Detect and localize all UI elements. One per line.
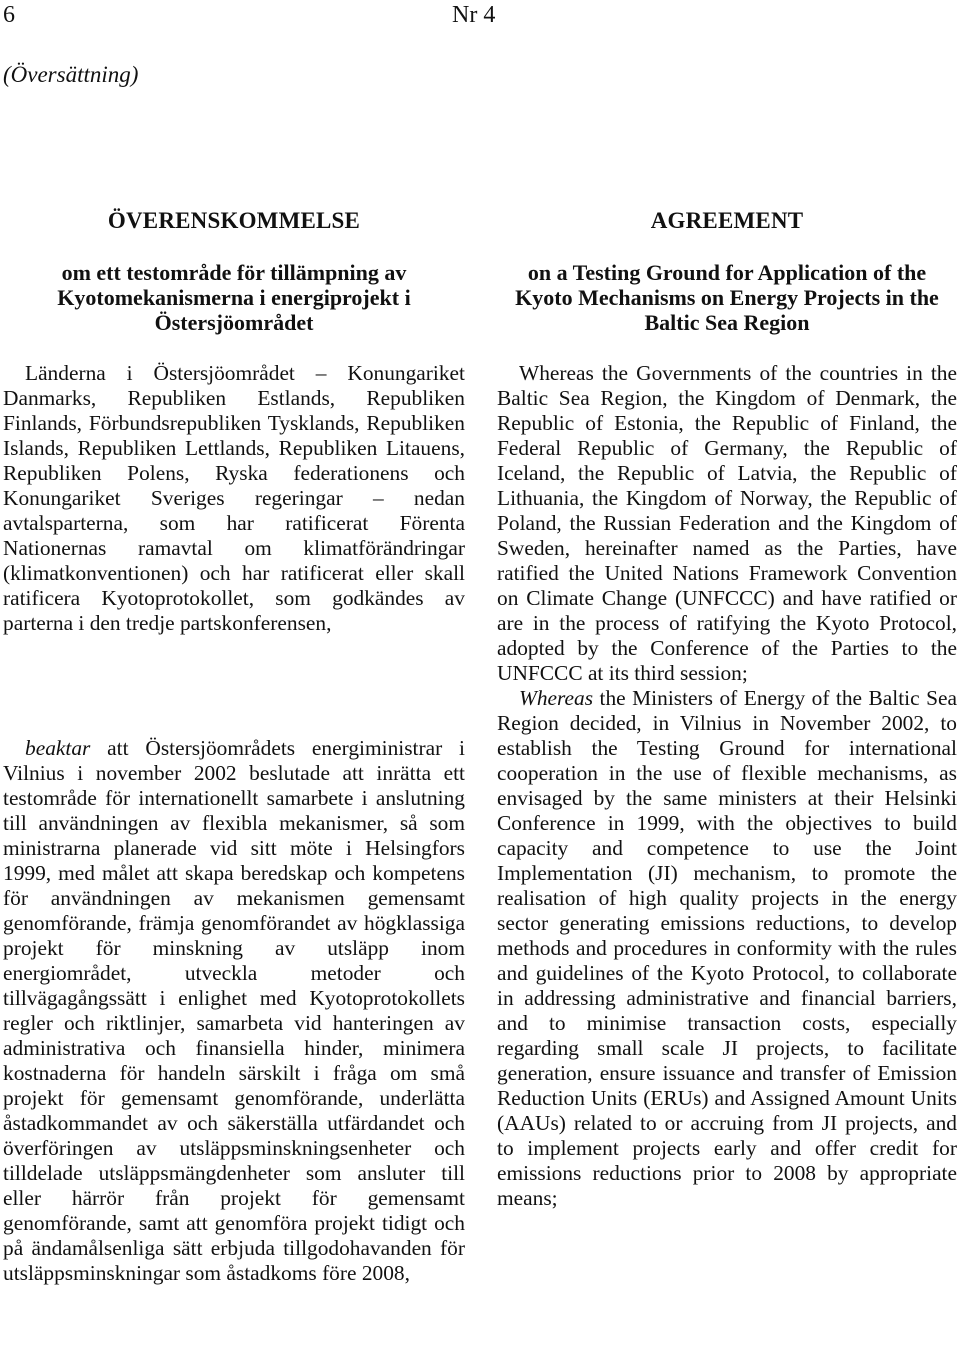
english-subtitle: on a Testing Ground for Application of the Kyoto Mechanisms on Energy Projects in the Baltic Sea Region: [515, 260, 939, 335]
english-column: [497, 208, 957, 1211]
swedish-title: ÖVERENSKOMMELSE: [107, 208, 361, 233]
english-recital-body: the Ministers of Energy of the Baltic Sea Region decided, in Vilnius in November 2002, to establish the Testing Ground for international cooperation in the use of flexible mechanisms, as envisaged by the same ministers at their Helsinki Conference in 1999, with the objectives to build capacity and competence to use the Joint Implementation (JI) mechanism, to promote the realisation of high quality projects in the energy sector generating emissions reductions, to develop methods and procedures in conformity with the rules and guidelines of the Kyoto Protocol, to collaborate in addressing administrative and financial barriers, and to minimise transaction costs, especially regarding small scale JI projects, to facilitate generation, ensure issuance and transfer of Emission Reduction Units (ERUs) and Assigned Amount Units (AAUs) related to or accruing from JI projects, and to implement projects early and offer credit for emissions reductions prior to 2008 by appropriate means;: [497, 686, 957, 1210]
translation-note: (Översättning): [3, 62, 139, 87]
english-recital: [497, 686, 957, 1211]
swedish-subtitle: om ett testområde för tillämpning av Kyotomekanismerna i energiprojekt i Östersjöområdet: [57, 260, 411, 335]
issue-number: Nr 4: [452, 2, 496, 28]
swedish-preamble: Länderna i Östersjöområdet – Konungariket Danmarks, Republiken Estlands, Republiken Finlands, Förbundsrepubliken Tysklands, Republiken Islands, Republiken Lettlands, Republiken Litauens, Republiken Polens, Ryska federationens och Konungariket Sveriges regeringar – nedan avtalsparterna, som har ratificerat Förenta Nationernas ramavtal om klimatförändringar (klimatkonventionen) och har ratificerat eller skall ratificera Kyotoprotokollet, som godkändes av parterna i den tredje partskonferensen,: [3, 361, 465, 635]
paragraph-gap: [3, 636, 465, 736]
swedish-recital-body: att Östersjöområdets energiministrar i Vilnius i november 2002 beslutade att inrätta ett testområde för internationellt samarbete i anslutning till användningen av flexibla mekanismer, så som ministrarna planerade vid sitt möte i Helsingfors 1999, med målet att skapa beredskap och kompetens för användningen av mekanismen gemensamt genomförande, främja genomförandet av högklassiga projekt för minskning av utsläpp inom energiområdet, utveckla metoder och tillvägagångssätt i enlighet med Kyotoprotokollets regler och riktlinjer, samarbeta vid hanteringen av administrativa och finansiella hinder, minimera kostnaderna för handeln särskilt i fråga om små projekt för gemensamt genomförande, underlätta åstadkommandet av och säkerställa utfärdandet och överföringen av utsläppsminskningsenheter och tilldelade utsläppsmängdenheter som ansluter till eller härrör från projekt för gemensamt genomförande, samt att genomföra projekt tidigt och på ändamålsenliga sätt erbjuda tillgodohavanden för utsläppsminskningar som åstadkoms före 2008,: [3, 736, 465, 1285]
page-number: 6: [3, 2, 15, 28]
swedish-recital: [3, 736, 465, 1286]
english-recital-lead: Whereas: [519, 686, 594, 710]
english-title: AGREEMENT: [650, 208, 804, 233]
swedish-recital-lead: beaktar: [25, 736, 91, 760]
english-preamble: Whereas the Governments of the countries in the Baltic Sea Region, the Kingdom of Denmark, the Republic of Estonia, the Republic of Finland, the Federal Republic of Germany, the Republic of Iceland, the Republic of Latvia, the Republic of Lithuania, the Kingdom of Norway, the Republic of Poland, the Russian Federation and the Kingdom of Sweden, hereinafter named as the Parties, have ratified the United Nations Framework Convention on Climate Change (UNFCCC) and have ratified or are in the process of ratifying the Kyoto Protocol, adopted by the Conference of the Parties to the UNFCCC at its third session;: [497, 361, 957, 685]
swedish-column: [3, 208, 465, 1286]
